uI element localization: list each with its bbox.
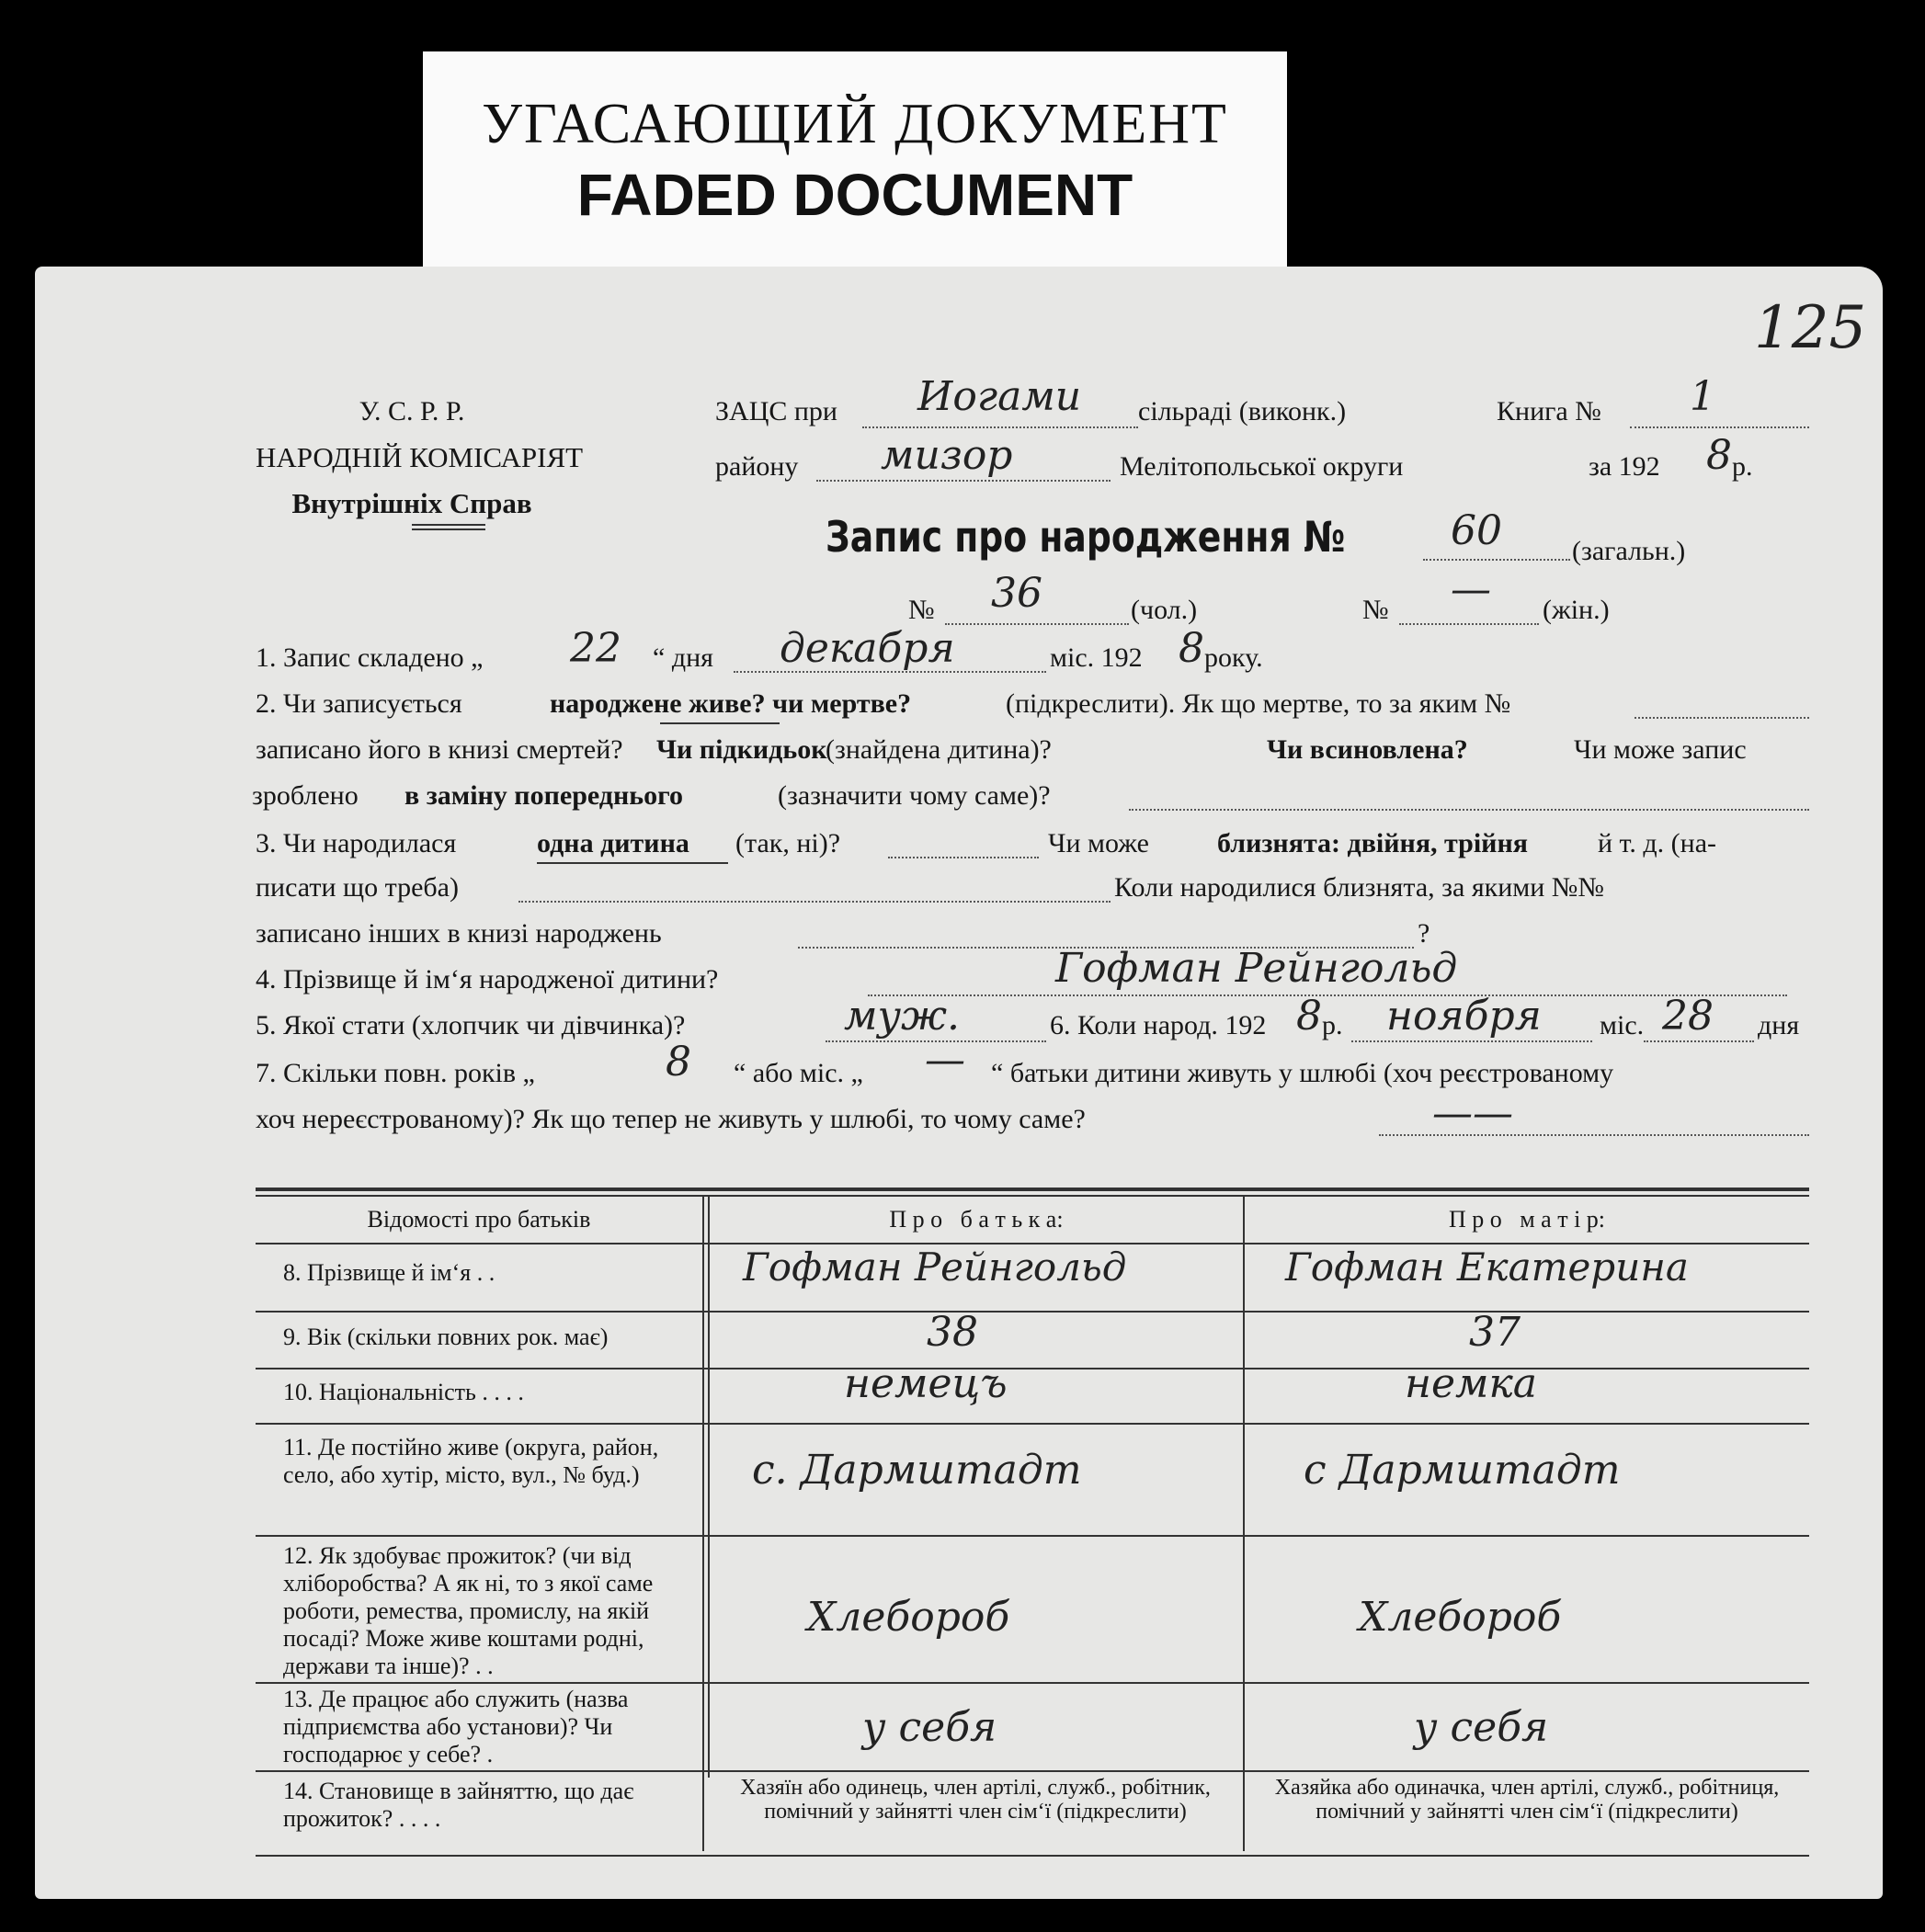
q3-l1f: й т. д. (на-	[1598, 828, 1717, 858]
female-label: (жін.)	[1543, 595, 1610, 625]
mother-residence-handwritten: с Дармштадт	[1304, 1447, 1621, 1494]
general-number-handwritten: 60	[1451, 507, 1502, 554]
q2-l1c: (підкреслити). Як що мертве, то за яким №	[1006, 688, 1511, 719]
q2-l2b: Чи підкидьок	[656, 734, 827, 765]
heading-rule	[412, 528, 485, 530]
ussr-heading: У. С. Р. Р.	[359, 396, 465, 426]
q2-l2e: Чи може запис	[1574, 734, 1747, 765]
q6-b: р.	[1322, 1010, 1343, 1040]
q7-b: “ або міс. „	[734, 1058, 863, 1088]
q1-month-handwritten: декабря	[780, 625, 955, 672]
q2-l2c: (знайдена дитина)?	[826, 734, 1052, 765]
book-handwritten: 1	[1690, 373, 1715, 420]
q2-l3a: зроблено	[252, 780, 359, 811]
q6-d: дня	[1758, 1010, 1800, 1040]
table-header-mother: П р о м а т і р:	[1448, 1206, 1606, 1233]
q2-l2a: записано його в книзі смертей?	[256, 734, 623, 765]
q3-l1e: близнята: двійня, трійня	[1217, 828, 1528, 858]
q2-l1a: 2. Чи записується	[256, 688, 462, 719]
mother-workplace-handwritten: у себя	[1414, 1704, 1549, 1751]
female-number-label: №	[1362, 595, 1389, 625]
q6-a: 6. Коли народ. 192	[1050, 1010, 1267, 1040]
zags-prefix: ЗАЦС при	[715, 396, 837, 426]
page-number: 125	[1754, 294, 1867, 362]
father-occupation-handwritten: Хлебороб	[807, 1594, 1010, 1641]
general-label: (загальн.)	[1572, 536, 1686, 566]
row-10-label: 10. Національність . . . .	[283, 1379, 524, 1405]
q3-l1d: Чи може	[1048, 828, 1149, 858]
internal-affairs-heading: Внутрішніх Справ	[291, 487, 532, 519]
q1-b: “ дня	[653, 642, 713, 673]
marriage-years-handwritten: 8	[666, 1039, 691, 1085]
table-header-label: Відомості про батьків	[367, 1206, 591, 1233]
q2-l2d: Чи всиновлена?	[1267, 734, 1468, 765]
male-label: (чол.)	[1131, 595, 1198, 625]
mother-employment-status: Хазяйка або одиначка, член артілі, служб., робітниця, помічний у зайнятті член сім‘ї (підкреслити)	[1274, 1776, 1780, 1824]
q3-l2b: Коли народилися близнята, за якими №№	[1114, 872, 1605, 903]
father-age-handwritten: 38	[927, 1309, 978, 1356]
q4-label: 4. Прізвище й ім‘я народженої дитини?	[256, 964, 719, 994]
mother-name-handwritten: Гофман Екатерина	[1285, 1244, 1689, 1290]
row-9-label: 9. Вік (скільки повних рок. має)	[283, 1324, 609, 1350]
father-workplace-handwritten: у себя	[862, 1704, 997, 1751]
birth-day-handwritten: 28	[1662, 993, 1714, 1040]
row-11-label: 11. Де постійно живе (округа, район, село, або хутір, місто, вул., № буд.)	[283, 1434, 659, 1488]
faded-document-label	[423, 51, 1287, 270]
label-line-ru: УГАСАЮЩИЙ ДОКУМЕНТ	[482, 93, 1228, 155]
label-line-en: FADED DOCUMENT	[576, 162, 1133, 228]
q5-a: 5. Якої стати (хлопчик чи дівчинка)?	[256, 1010, 686, 1040]
book-label: Книга №	[1497, 396, 1601, 426]
heading-rule	[412, 524, 485, 526]
q1-year-handwritten: 8	[1179, 625, 1204, 672]
q1-day-handwritten: 22	[570, 625, 621, 672]
q3-l1b: одна дитина	[537, 828, 689, 858]
q3-l2a: писати що треба)	[256, 872, 459, 903]
birth-record-form	[35, 267, 1883, 1899]
q1-c: міс. 192	[1050, 642, 1143, 673]
male-number-label: №	[908, 595, 935, 625]
year-suffix: р.	[1732, 451, 1753, 482]
table-header-father: П р о б а т ь к а:	[889, 1206, 1064, 1233]
q2-l3c: (зазначити чому саме)?	[778, 780, 1051, 811]
birth-year-handwritten: 8	[1296, 993, 1322, 1040]
raion-handwritten: мизор	[881, 432, 1013, 479]
q3-l1c: (так, ні)?	[735, 828, 841, 858]
q7-a: 7. Скільки повн. років „	[256, 1058, 535, 1088]
q3-l1a: 3. Чи народилася	[256, 828, 457, 858]
zags-suffix: сільраді (виконк.)	[1138, 396, 1347, 426]
okruha-label: Мелітопольської округи	[1120, 451, 1404, 482]
q3-l3b: ?	[1418, 918, 1430, 949]
mother-nationality-handwritten: немка	[1405, 1360, 1538, 1407]
q6-c: міс.	[1600, 1010, 1645, 1040]
marriage-months-handwritten: —	[925, 1037, 965, 1084]
record-title: Запис про народження №	[826, 512, 1346, 562]
q7-l2: хоч нереєстрованому)? Як що тепер не живуть у шлюбі, то чому саме?	[256, 1104, 1086, 1134]
q7-handwritten: ——	[1432, 1090, 1513, 1137]
row-13-label: 13. Де працює або служить (назва підприємства або установи)? Чи господарює у себе? .	[283, 1686, 629, 1767]
commissariat-heading: НАРОДНІЙ КОМІСАРІЯТ	[256, 441, 584, 473]
female-number-handwritten: —	[1451, 566, 1491, 613]
q2-l3b: в заміну попереднього	[404, 780, 684, 811]
q1-a: 1. Запис складено „	[256, 642, 484, 673]
q1-d: року.	[1204, 642, 1263, 673]
year-handwritten: 8	[1706, 432, 1732, 479]
row-12-label: 12. Як здобуває прожиток? (чи від хліборобства? А як ні, то з якої саме роботи, ремества, промислу, на якій посаді? Може живе коштами родні, держави та інше)? . .	[283, 1542, 654, 1679]
row-14-label: 14. Становище в зайняттю, що дає прожиток? . . . .	[283, 1778, 634, 1832]
birth-month-handwritten: ноября	[1386, 993, 1542, 1040]
q2-l1b: народжене живе? чи мертве?	[550, 688, 912, 719]
q3-l3a: записано інших в книзі народжень	[256, 918, 662, 949]
father-nationality-handwritten: немецъ	[844, 1360, 1008, 1407]
mother-occupation-handwritten: Хлебороб	[1359, 1594, 1562, 1641]
q7-c: “ батьки дитини живуть у шлюбі (хоч реєстрованому	[991, 1058, 1614, 1088]
father-employment-status: Хазяїн або одинець, член артілі, служб., робітник, помічний у зайнятті член сім‘ї (підкреслити)	[740, 1776, 1211, 1824]
year-prefix: за 192	[1589, 451, 1660, 482]
raion-label: району	[715, 451, 799, 482]
child-sex-handwritten: муж.	[844, 993, 961, 1040]
child-name-handwritten: Гофман Рейнгольд	[1055, 945, 1458, 992]
zags-handwritten: Иогами	[917, 373, 1082, 420]
father-residence-handwritten: с. Дармштадт	[752, 1447, 1082, 1494]
father-name-handwritten: Гофман Рейнгольд	[743, 1244, 1127, 1290]
male-number-handwritten: 36	[991, 570, 1042, 617]
row-8-label: 8. Прізвище й ім‘я . .	[283, 1259, 495, 1286]
mother-age-handwritten: 37	[1469, 1309, 1521, 1356]
